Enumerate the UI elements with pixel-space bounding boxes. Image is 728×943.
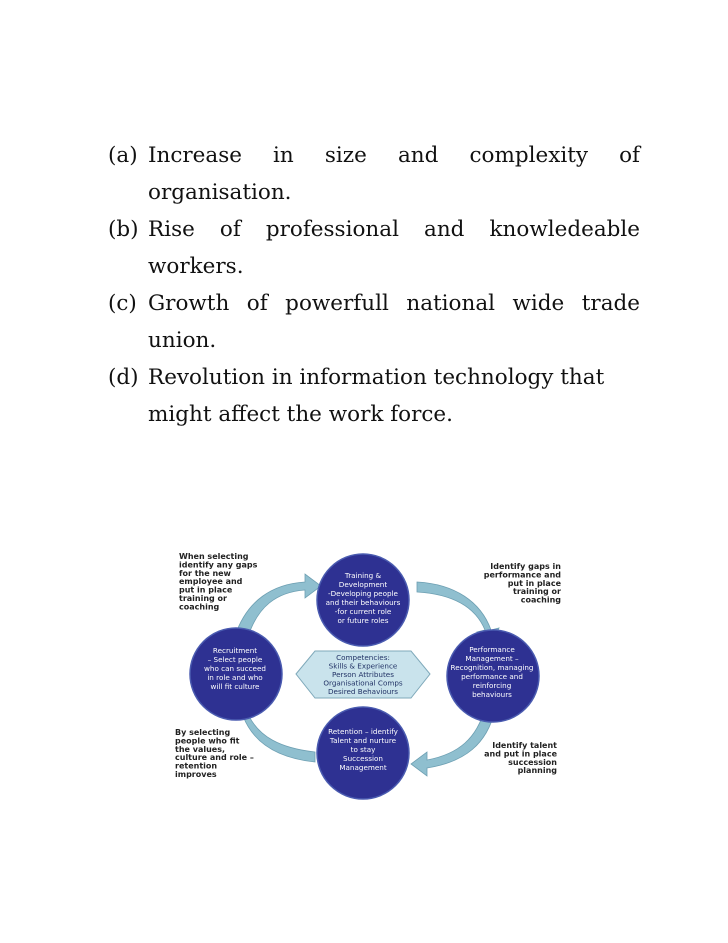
svg-text:Recruitment– Select peoplewho [204,646,266,691]
diagram-text-line: Recruitment [212,646,258,655]
diagram-text-line: planning [517,766,557,776]
diagram-text-line: – Select people [207,655,263,664]
competencies-box [296,651,430,698]
diagram-text-line: put in place [179,585,233,595]
diagram-text-line: improves [175,770,217,779]
circle-retention [317,707,409,799]
diagram-text-line: reinforcing [472,681,512,690]
diagram-text-line: Retention – identify [328,727,398,736]
list-item [108,285,640,359]
diagram-text-line: By selecting [175,728,231,737]
circle-training-development [317,554,409,646]
list-marker: (a) [108,143,138,168]
list-text: Rise of professional and knowledeable workers. [148,217,640,279]
diagram-text-line: Performance [469,645,515,654]
diagram-text-line: performance and [461,672,523,681]
factor-list [108,137,640,433]
diagram-text-line: Recognition, managing [450,663,534,672]
diagram-text-line: performance and [483,570,561,580]
diagram-text-line: for the new [179,568,231,578]
note-bottom-left [175,728,254,779]
diagram-text-line: employee and [179,577,243,587]
diagram-text-line: Development [338,580,388,589]
diagram-text-line: -for current role [334,607,392,616]
diagram-text-line: retention [175,761,218,771]
list-text: Growth of powerfull national wide trade union. [148,291,640,353]
diagram-text-line: Competencies: [336,653,390,662]
diagram-text-line: training or [179,594,227,603]
diagram-text-line: people who fit [175,736,240,746]
list-item [108,211,640,285]
list-item [108,137,640,211]
diagram-text-line: Desired Behaviours [328,687,398,696]
diagram-text-line: and put in place [484,749,557,759]
diagram-text-line: put in place [507,578,561,588]
diagram-text-line: coaching [179,602,220,612]
diagram-text-line: the values, [175,744,226,754]
diagram-text-line: training or [513,587,561,597]
list-marker: (d) [108,365,139,390]
diagram-text-line: Training & [344,571,382,580]
note-top-left [179,552,258,611]
diagram-text-line: Identify talent [492,741,557,750]
diagram-text-line: Person Attributes [332,670,394,679]
note-bottom-right [484,741,557,775]
diagram-text-line: behaviours [472,690,512,699]
diagram-text-line: Talent and nurture [329,736,397,745]
talent-cycle-diagram [165,548,577,808]
diagram-text-line: identify any gaps [179,560,258,570]
diagram-text-line: in role and who [207,673,263,682]
diagram-text-line: When selecting [179,552,249,561]
list-marker: (b) [108,217,139,242]
diagram-text-line: succession [508,757,557,767]
list-text: Increase in size and complexity of organisation. [148,143,640,205]
diagram-text-line: and their behaviours [325,598,401,607]
list-text: Revolution in information technology that might affect the work force. [148,365,605,427]
diagram-text-line: coaching [520,595,561,605]
diagram-text-line: culture and role – [175,753,254,763]
diagram-text-line: Organisational Comps [323,678,403,688]
circle-performance-management [447,630,539,722]
diagram-text-line: Skills & Experience [328,661,398,671]
circle-recruitment [190,628,282,720]
diagram-text-line: Management – [465,654,519,663]
list-marker: (c) [108,291,137,316]
diagram-text-line: who can succeed [204,664,266,673]
diagram-text-line: Succession [343,754,383,763]
note-top-right [484,562,562,605]
diagram-text-line: -Developing people [328,589,398,598]
diagram-text-line: or future roles [337,616,389,625]
list-item [108,359,640,433]
diagram-text-line: to stay [350,745,376,754]
diagram-text-line: Identify gaps in [490,562,561,571]
diagram-text-line: will fit culture [210,682,260,691]
diagram-text-line: Management [339,763,387,772]
